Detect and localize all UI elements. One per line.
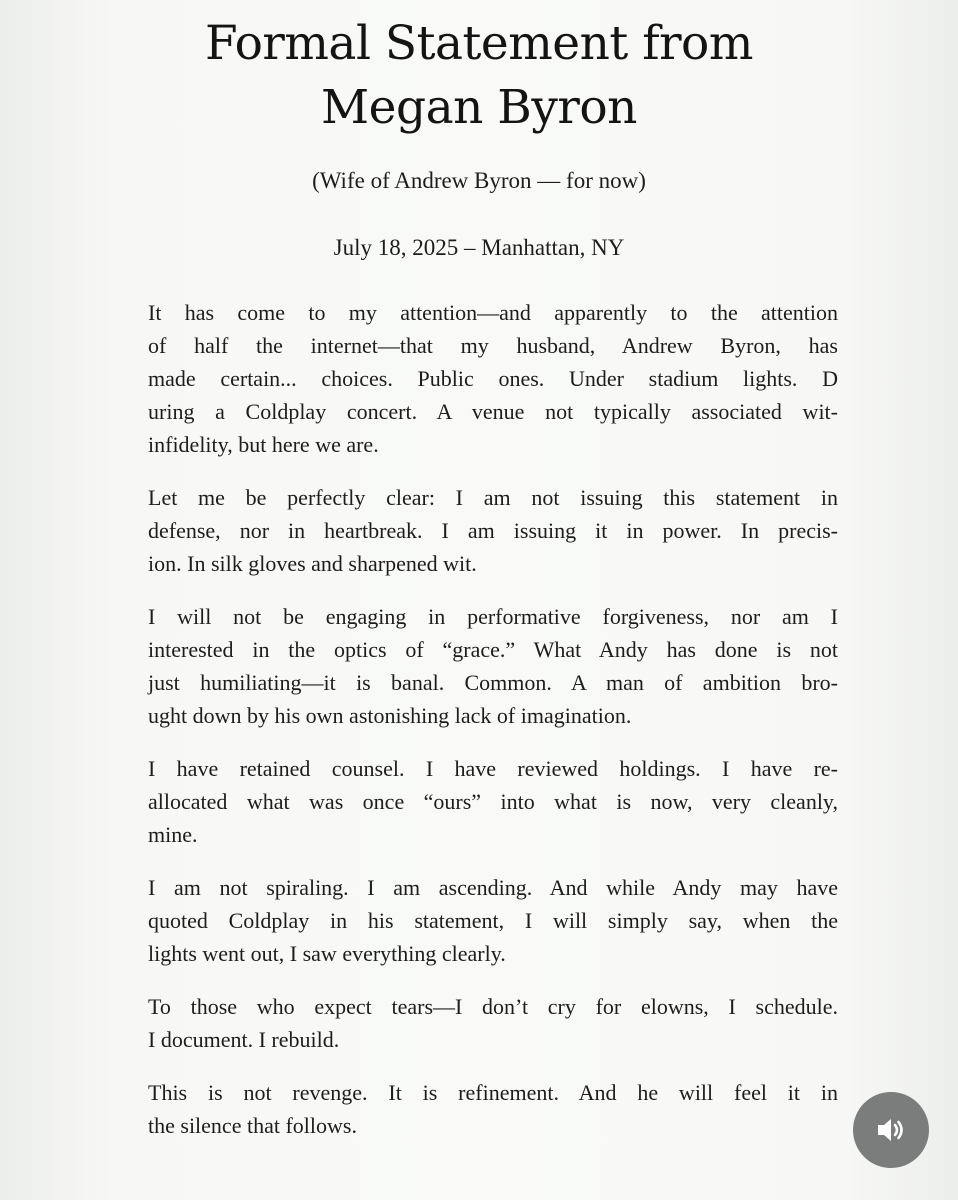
- statement-paragraph: [148, 481, 838, 580]
- statement-paragraph: [148, 296, 838, 461]
- subtitle: (Wife of Andrew Byron — for now): [312, 168, 646, 193]
- paragraph-line: of half the internet—that my husband, Andrew Byron, has: [148, 333, 838, 358]
- paragraph-line: the silence that follows.: [148, 1113, 357, 1138]
- dateline: July 18, 2025 – Manhattan, NY: [333, 235, 625, 260]
- paragraph-line: allocated what was once “ours” into what is now, very cleanly,: [148, 789, 838, 814]
- paragraph-line: lights went out, I saw everything clearly.: [148, 941, 506, 966]
- paragraph-line: infidelity, but here we are.: [148, 432, 379, 457]
- paragraph-line: I will not be engaging in performative forgiveness, nor am I: [148, 604, 838, 629]
- page-title: [0, 12, 958, 140]
- statement-paragraph: [148, 600, 838, 732]
- statement-paragraph: [148, 990, 838, 1056]
- paragraph-line: mine.: [148, 822, 198, 847]
- paragraph-line: I am not spiraling. I am ascending. And while Andy may have: [148, 875, 838, 900]
- paragraph-line: To those who expect tears—I don’t cry for elowns, I schedule.: [148, 994, 838, 1019]
- paragraph-line: uring a Coldplay concert. A venue not typically associated wit-: [148, 399, 838, 424]
- title-line-2: Megan Byron: [321, 80, 637, 135]
- paragraph-line: I have retained counsel. I have reviewed holdings. I have re-: [148, 756, 838, 781]
- paragraph-line: This is not revenge. It is refinement. And he will feel it in: [148, 1080, 838, 1105]
- paragraph-line: just humiliating—it is banal. Common. A man of ambition bro-: [148, 670, 838, 695]
- paragraph-line: It has come to my attention—and apparently to the attention: [148, 300, 838, 325]
- paragraph-line: made certain... choices. Public ones. Under stadium lights. D: [148, 366, 838, 391]
- statement-body: [148, 296, 838, 1162]
- sound-toggle-button[interactable]: [853, 1092, 929, 1168]
- paragraph-line: ion. In silk gloves and sharpened wit.: [148, 551, 477, 576]
- title-line-1: Formal Statement from: [205, 16, 753, 71]
- paragraph-line: Let me be perfectly clear: I am not issuing this statement in: [148, 485, 838, 510]
- statement-paragraph: [148, 752, 838, 851]
- speaker-volume-icon: [873, 1112, 909, 1148]
- statement-paragraph: [148, 871, 838, 970]
- paragraph-line: I document. I rebuild.: [148, 1027, 340, 1052]
- paragraph-line: interested in the optics of “grace.” What Andy has done is not: [148, 637, 838, 662]
- paragraph-line: defense, nor in heartbreak. I am issuing it in power. In precis-: [148, 518, 838, 543]
- statement-paragraph: [148, 1076, 838, 1142]
- paragraph-line: quoted Coldplay in his statement, I will simply say, when the: [148, 908, 838, 933]
- paragraph-line: ught down by his own astonishing lack of imagination.: [148, 703, 632, 728]
